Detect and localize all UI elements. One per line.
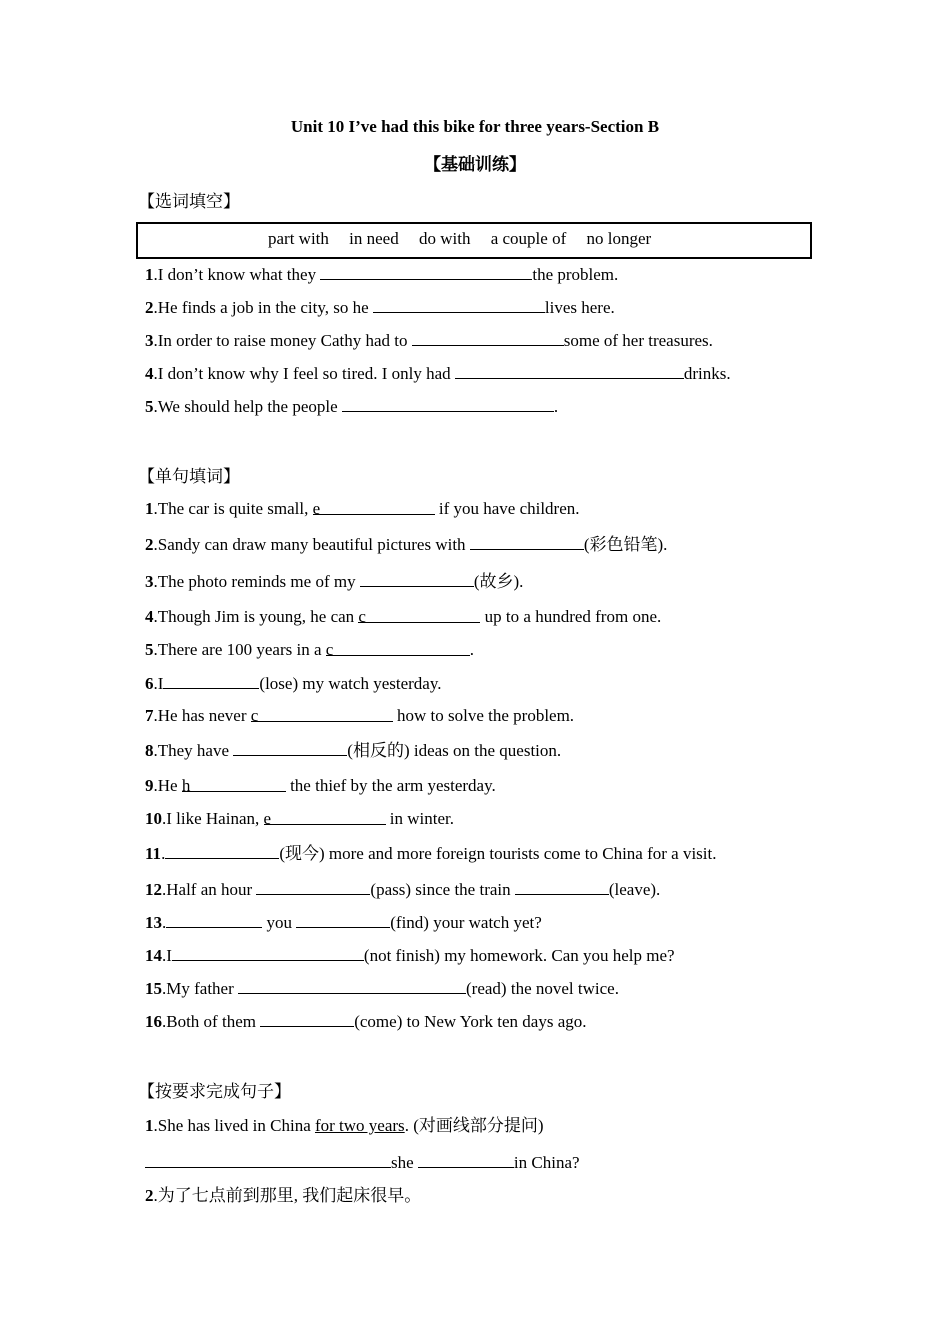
answer-blank[interactable] — [470, 533, 584, 550]
question-item: 10.I like Hainan, e in winter. — [145, 809, 454, 828]
answer-blank[interactable] — [373, 296, 545, 313]
answer-blank[interactable] — [320, 263, 532, 280]
section-heading-word-fill: 【选词填空】 — [138, 192, 240, 212]
question-item: 13. you (find) your watch yet? — [145, 913, 542, 932]
question-item: 8.They have (相反的) ideas on the question. — [145, 741, 562, 760]
answer-blank[interactable] — [360, 570, 474, 587]
question-item: 11. (现今) more and more foreign tourists come to China for a visit. — [145, 844, 717, 863]
question-item: 6.I (lose) my watch yesterday. — [145, 674, 442, 693]
answer-blank[interactable] — [145, 1151, 391, 1168]
answer-blank[interactable]: e — [313, 498, 435, 515]
section-heading-complete-sentences: 【按要求完成句子】 — [138, 1082, 291, 1102]
page-title: Unit 10 I’ve had this bike for three years-Section B — [290, 117, 660, 136]
answer-blank[interactable] — [455, 362, 684, 379]
word-bank-item: no longer — [586, 229, 652, 248]
answer-blank[interactable] — [342, 395, 554, 412]
question-item: 15.My father (read) the novel twice. — [145, 979, 619, 998]
word-bank-box — [136, 222, 812, 259]
answer-blank[interactable]: c — [251, 705, 393, 722]
answer-line: she in China? — [145, 1151, 580, 1174]
page-subtitle: 【基础训练】 — [424, 155, 526, 175]
question-item: 3.The photo reminds me of my (故乡). — [145, 572, 524, 591]
answer-blank[interactable] — [296, 911, 390, 928]
answer-blank[interactable] — [165, 842, 279, 859]
word-bank-item: part with — [268, 229, 329, 248]
question-item: 12.Half an hour (pass) since the train (leave). — [145, 880, 661, 899]
question-item: 16.Both of them (come) to New York ten days ago. — [145, 1012, 587, 1031]
answer-blank[interactable] — [163, 672, 259, 689]
question-item: 2.Sandy can draw many beautiful pictures with (彩色铅笔). — [145, 535, 668, 554]
answer-blank[interactable]: e — [264, 808, 386, 825]
answer-blank[interactable] — [238, 977, 466, 994]
underlined-phrase: for two years — [314, 1116, 405, 1135]
answer-blank[interactable]: c — [326, 639, 470, 656]
question-item: 3.In order to raise money Cathy had to some of her treasures. — [145, 331, 713, 350]
answer-blank[interactable] — [418, 1151, 514, 1168]
word-bank-item: in need — [349, 229, 399, 248]
question-item: 1.She has lived in China for two years. (对画线部分提问) — [145, 1116, 544, 1135]
answer-blank[interactable] — [233, 739, 347, 756]
question-item: 2.为了七点前到那里, 我们起床很早。 — [145, 1186, 422, 1205]
question-item: 4.I don’t know why I feel so tired. I only had drinks. — [145, 364, 731, 383]
question-item: 1.The car is quite small, e if you have children. — [145, 499, 580, 518]
question-item: 5.There are 100 years in a c . — [145, 640, 475, 659]
question-item: 1.I don’t know what they the problem. — [145, 265, 619, 284]
question-item: 7.He has never c how to solve the problem. — [145, 706, 575, 725]
answer-blank[interactable]: c — [358, 606, 480, 623]
question-item: 9.He h the thief by the arm yesterday. — [145, 776, 496, 795]
word-bank-item: a couple of — [490, 229, 567, 248]
question-item: 14.I (not finish) my homework. Can you help me? — [145, 946, 675, 965]
section-heading-single-sentence: 【单句填词】 — [138, 467, 240, 487]
answer-blank[interactable] — [172, 944, 364, 961]
word-bank-item: do with — [418, 229, 471, 248]
answer-blank[interactable] — [166, 911, 262, 928]
answer-blank[interactable]: h — [182, 775, 286, 792]
question-item: 5.We should help the people . — [145, 397, 559, 416]
question-item: 4.Though Jim is young, he can c up to a hundred from one. — [145, 607, 662, 626]
answer-blank[interactable] — [256, 878, 370, 895]
answer-blank[interactable] — [515, 878, 609, 895]
answer-blank[interactable] — [260, 1010, 354, 1027]
answer-blank[interactable] — [412, 329, 564, 346]
question-item: 2.He finds a job in the city, so he lives here. — [145, 298, 615, 317]
